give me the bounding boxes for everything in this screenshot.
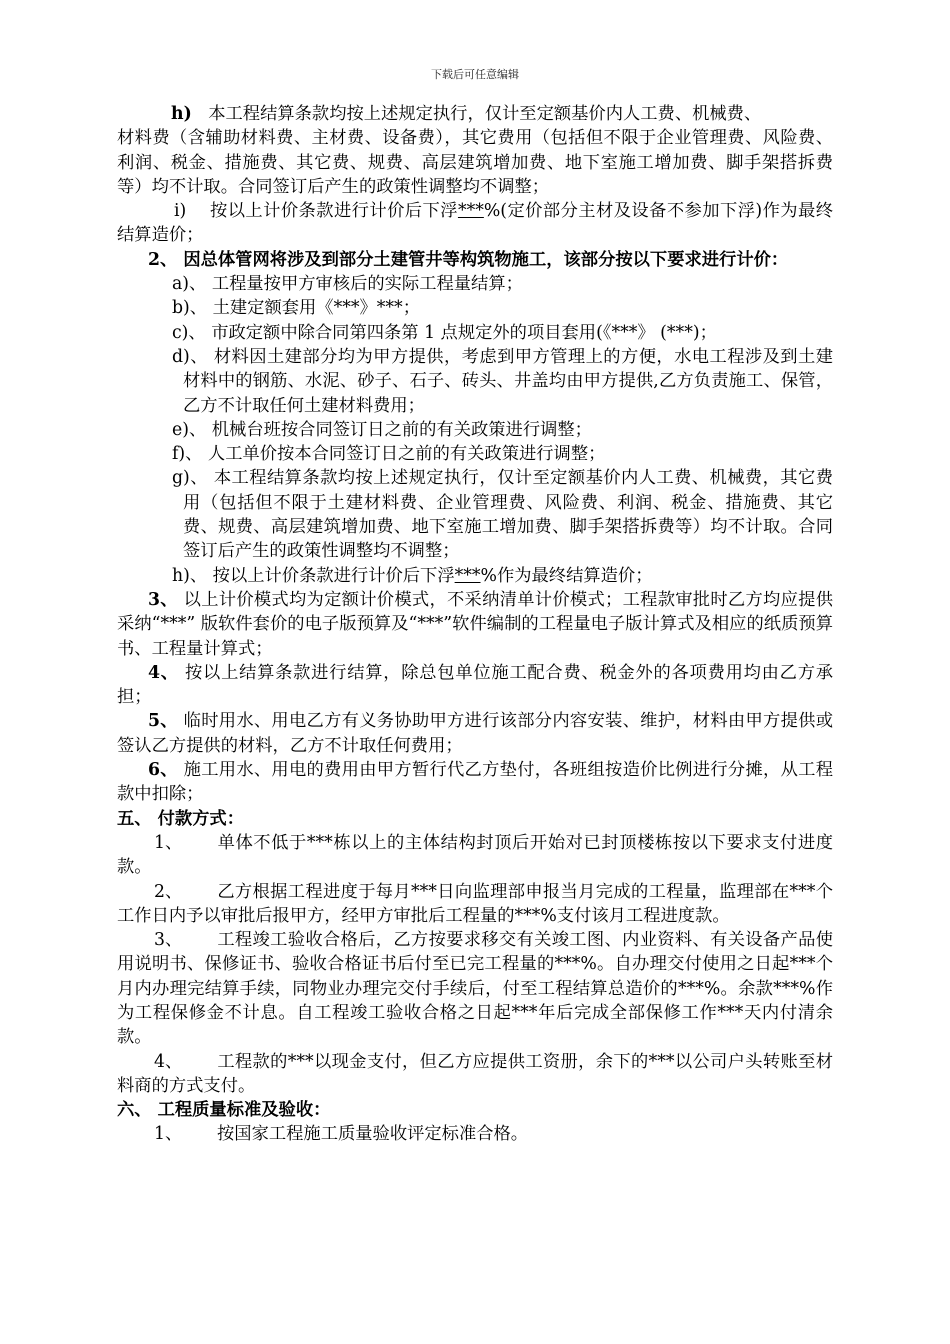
clause-2-item: [117, 442, 833, 466]
clause-2-item-label: f)、: [172, 444, 203, 465]
clause-h-text-1: 本工程结算条款均按上述规定执行，仅计至定额基价内人工费、机械费、: [208, 104, 762, 124]
quality-item-text: 按国家工程施工质量验收评定标准合格。: [217, 1124, 529, 1145]
clause-2-item-h-label: h)、: [172, 565, 208, 586]
clause-number: 3、: [148, 589, 178, 610]
clause-2-item: [117, 321, 833, 345]
clause-2-item: [117, 466, 833, 563]
clause-i: [117, 199, 833, 248]
clause-2-item: [117, 296, 833, 320]
clause-2-item-label: g)、: [172, 468, 208, 489]
payment-item-number: 4、: [154, 1051, 183, 1072]
clause-h-cont: 材料费（含辅助材料费、主材费、设备费），其它费用（包括但不限于企业管理费、风险费、利润、税金、措施费、其它费、规费、高层建筑增加费、地下室施工增加费、脚手架搭拆费等）均不计取。合同签订后产生的政策性调整均不调整；: [117, 128, 833, 197]
payment-item-number: 2、: [154, 881, 183, 902]
clause-4: [117, 661, 833, 710]
clause-number: 5、: [148, 711, 178, 732]
clause-text: 按以上结算条款进行结算，除总包单位施工配合费、税金外的各项费用均由乙方承担；: [117, 662, 833, 708]
clause-5: [117, 709, 833, 758]
clause-2-item-text: 土建定额套用《***》***；: [212, 298, 420, 319]
clause-2-item-h-text-a: 按以上计价条款进行计价后下浮: [212, 565, 455, 586]
clause-text: 以上计价模式均为定额计价模式，不采纳清单计价模式；工程款审批时乙方均应提供采纳“***” 版软件套价的电子版预算及“***”软件编制的工程量电子版计算式及相应的纸质预算书、工程量计算式；: [117, 589, 833, 659]
clause-2-item-label: b)、: [172, 298, 208, 319]
clause-2-item: [117, 272, 833, 296]
clause-2-item-label: a)、: [172, 274, 207, 295]
clause-2-item-text: 本工程结算条款均按上述规定执行，仅计至定额基价内人工费、机械费，其它费用（包括但不限于土建材料费、企业管理费、风险费、利润、税金、措施费、其它费、规费、高层建筑增加费、地下室施工增加费、脚手架搭拆费等）均不计取。合同签订后产生的政策性调整均不调整；: [183, 468, 833, 562]
clause-number: 4、: [148, 662, 179, 683]
clause-i-label: i): [174, 201, 187, 222]
clause-2-item-h-value: ***: [454, 565, 481, 586]
page-header-note: 下载后可任意编辑: [431, 68, 519, 81]
clause-2-item-text: 机械台班按合同签订日之前的有关政策进行调整；: [211, 419, 592, 440]
clause-2-item: [117, 418, 833, 442]
payment-item: [117, 928, 833, 1049]
clause-2-item-h: [117, 564, 833, 588]
quality-item-number: 1、: [154, 1124, 183, 1145]
clause-text: 施工用水、用电的费用由甲方暂行代乙方垫付，各班组按造价比例进行分摊，从工程款中扣除；: [117, 760, 833, 805]
payment-item: [117, 880, 833, 929]
document-body: [117, 102, 833, 1147]
payment-item-text: 乙方根据工程进度于每月***日向监理部申报当月完成的工程量，监理部在***个工作日内予以审批后报甲方，经甲方审批后工程量的***%支付该月工程进度款。: [117, 881, 833, 926]
clause-2-item-text: 人工单价按本合同签订日之前的有关政策进行调整；: [207, 444, 606, 465]
clause-2-item-text: 材料因土建部分均为甲方提供，考虑到甲方管理上的方便，水电工程涉及到土建材料中的钢筋、水泥、砂子、石子、砖头、井盖均由甲方提供,乙方负责施工、保管，乙方不计取任何土建材料费用；: [183, 346, 833, 416]
clause-2-item-text: 工程量按甲方审核后的实际工程量结算；: [211, 274, 523, 295]
clause-h: [117, 102, 833, 126]
payment-item-number: 1、: [154, 832, 183, 853]
clause-i-text-a: 按以上计价条款进行计价后下浮: [209, 201, 458, 222]
clause-2-item-text: 市政定额中除合同第四条第 1 点规定外的项目套用(《***》 (***)；: [211, 322, 717, 343]
clause-number: 6、: [148, 760, 178, 781]
section-5-title: 五、 付款方式：: [117, 808, 244, 829]
clause-i-text-b: %(定价部分主材及设备不参加下浮)作为最终结算造价；: [117, 201, 833, 246]
quality-item: [117, 1122, 833, 1146]
clause-h-label: h): [171, 104, 192, 124]
clause-2-item-label: e)、: [172, 419, 207, 440]
clause-i-value: ***: [457, 201, 484, 222]
clause-6: [117, 758, 833, 807]
clause-2-item-h-text-b: %作为最终结算造价；: [480, 565, 653, 586]
clause-2-item: [117, 345, 833, 418]
payment-item: [117, 1050, 833, 1099]
payment-item-text: 单体不低于***栋以上的主体结构封顶后开始对已封顶楼栋按以下要求支付进度款。: [117, 832, 833, 878]
section-6-title: 六、 工程质量标准及验收：: [117, 1100, 331, 1121]
clause-2-heading: 2、 因总体管网将涉及到部分土建管井等构筑物施工，该部分按以下要求进行计价：: [148, 249, 789, 270]
payment-item: [117, 831, 833, 880]
clause-2-item-label: d)、: [172, 346, 208, 367]
clause-2-item-label: c)、: [172, 322, 206, 343]
clause-text: 临时用水、用电乙方有义务协助甲方进行该部分内容安装、维护，材料由甲方提供或签认乙方提供的材料，乙方不计取任何费用；: [117, 711, 833, 756]
payment-item-text: 工程竣工验收合格后，乙方按要求移交有关竣工图、内业资料、有关设备产品使用说明书、保修证书、验收合格证书后付至已完工程量的***%。自办理交付使用之日起***个月内办理完结算手续，同物业办理完交付手续后，付至工程结算总造价的***%。余款***%作为工程保修金不计息。自工程竣工验收合格之日起***年后完成全部保修工作***天内付清余款。: [117, 930, 833, 1048]
clause-3: [117, 588, 833, 661]
payment-item-number: 3、: [154, 930, 183, 951]
payment-item-text: 工程款的***以现金支付，但乙方应提供工资册，余下的***以公司户头转账至材料商的方式支付。: [117, 1051, 833, 1096]
